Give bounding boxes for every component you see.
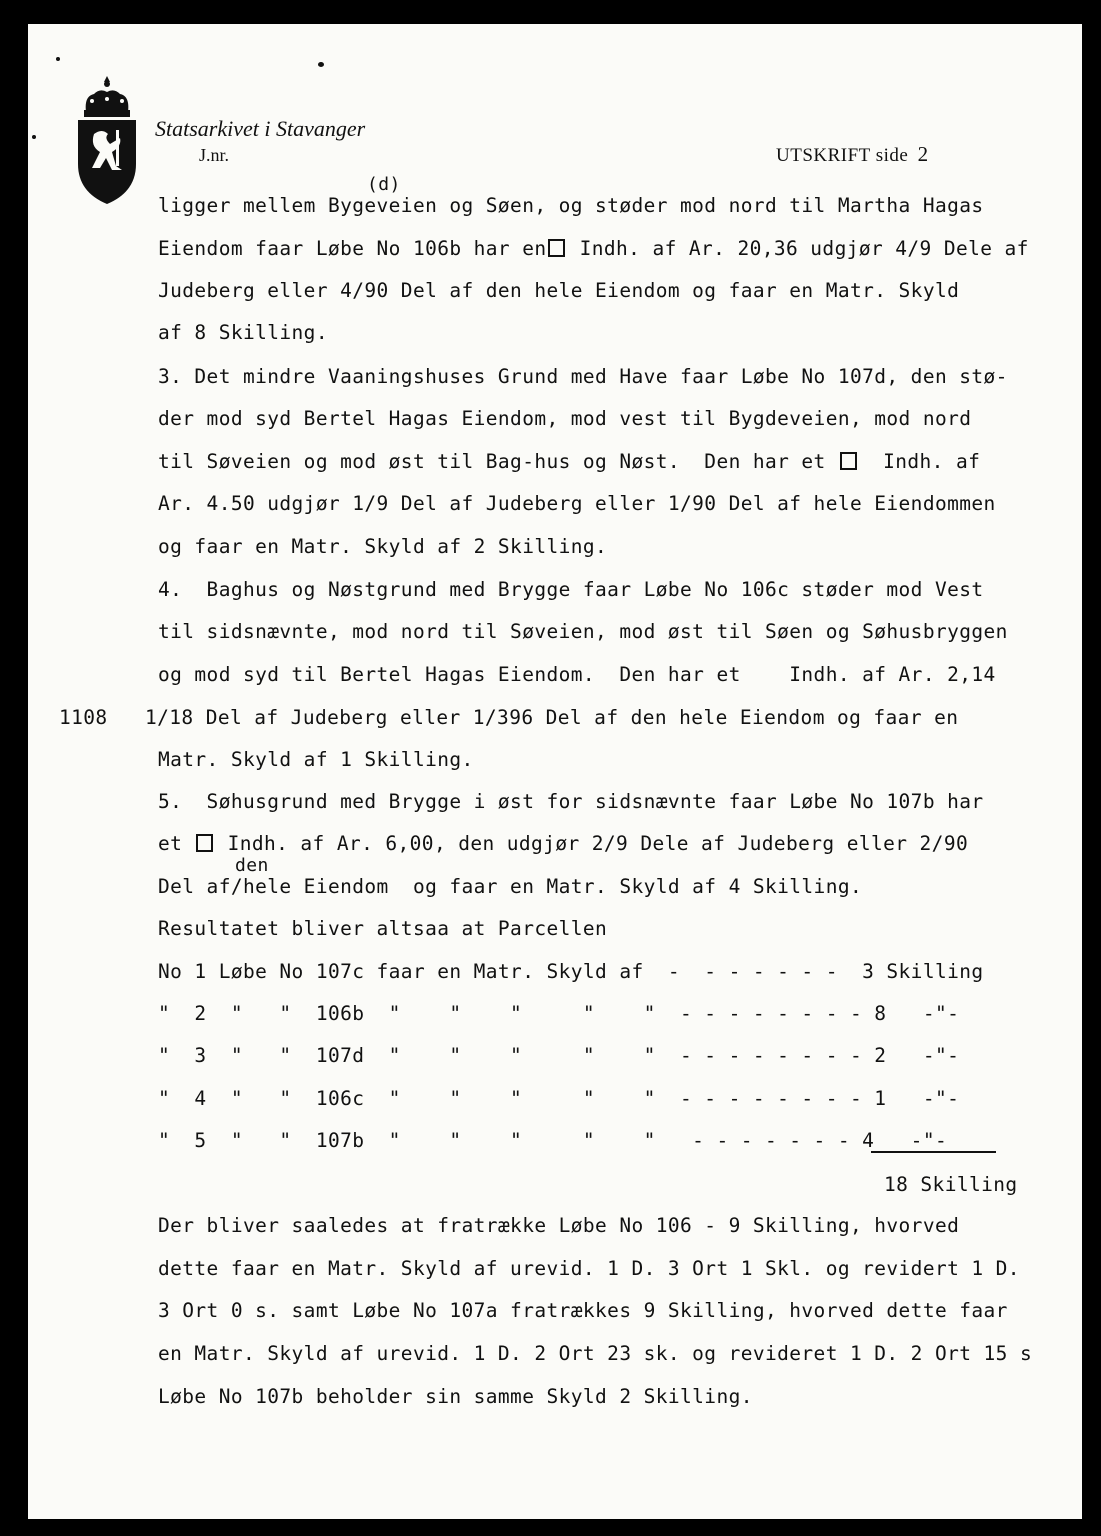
text-line: Matr. Skyld af 1 Skilling. [158,748,474,771]
text-line: 5. Søhusgrund med Brygge i øst for sidsnævnte faar Løbe No 107b har [158,790,984,813]
sum-total: 18 Skilling [884,1173,1018,1196]
coat-of-arms-icon [72,74,142,206]
text-line [158,237,1029,260]
text-line: Ar. 4.50 udgjør 1/9 Del af Judeberg eller 1/90 Del af hele Eiendommen [158,492,996,515]
speck [318,62,324,67]
text-line: Der bliver saaledes at fratrække Løbe No 106 - 9 Skilling, hvorved [158,1214,960,1237]
text-line: 4. Baghus og Nøstgrund med Brygge faar Løbe No 106c støder mod Vest [158,578,984,601]
text-segment: Indh. af Ar. 20,36 udgjør 4/9 Dele af [579,237,1029,260]
table-row: " 5 " " 107b " " " " " - - - - - - - 4 -"- [158,1129,948,1152]
table-row: " 3 " " 107d " " " " " - - - - - - - - 2 -"- [158,1044,960,1067]
speck [32,135,36,139]
speck [56,57,60,61]
text-line: af 8 Skilling. [158,321,328,344]
text-line: dette faar en Matr. Skyld af urevid. 1 D. 3 Ort 1 Skl. og revidert 1 D. [158,1257,1020,1280]
insertion-den: den [235,855,269,876]
text-line: ligger mellem Bygeveien og Søen, og støder mod nord til Martha Hagas [158,194,984,217]
margin-note: 1108 [59,706,108,729]
text-line: til sidsnævnte, mod nord til Søveien, mod øst til Søen og Søhusbryggen [158,620,1008,643]
text-line: en Matr. Skyld af urevid. 1 D. 2 Ort 23 sk. og revideret 1 D. 2 Ort 15 s [158,1342,1033,1365]
text-segment: til Søveien og mod øst til Bag-hus og Nøst. Den har et [158,450,826,473]
archive-name: Statsarkivet i Stavanger [155,116,366,141]
text-line: der mod syd Bertel Hagas Eiendom, mod vest til Bygdeveien, mod nord [158,407,972,430]
text-line: 1/18 Del af Judeberg eller 1/396 Del af den hele Eiendom og faar en [145,706,959,729]
utskrift-label: UTSKRIFT side [776,145,909,166]
table-row: No 1 Løbe No 107c faar en Matr. Skyld af - - - - - - - 3 Skilling [158,960,984,983]
text-line: Judeberg eller 4/90 Del af den hele Eiendom og faar en Matr. Skyld [158,279,960,302]
text-segment: Indh. af Ar. 6,00, den udgjør 2/9 Dele af Judeberg eller 2/90 [227,832,969,855]
text-line: og faar en Matr. Skyld af 2 Skilling. [158,535,608,558]
page-number: 2 [917,142,929,166]
text-line: og mod syd til Bertel Hagas Eiendom. Den har et Indh. af Ar. 2,14 [158,663,996,686]
text-line: Løbe No 107b beholder sin samme Skyld 2 Skilling. [158,1385,753,1408]
text-line: 3 Ort 0 s. samt Løbe No 107a fratrækkes 9 Skilling, hvorved dette faar [158,1299,1008,1322]
text-line [158,450,980,473]
text-segment: et [158,832,183,855]
journal-number-label: J.nr. [199,145,230,165]
insertion-d: (d) [367,174,401,195]
text-segment: Eiendom faar Løbe No 106b har en [158,237,547,260]
text-line: Resultatet bliver altsaa at Parcellen [158,917,608,940]
page-header [776,142,929,167]
sum-rule [871,1151,996,1153]
square-measure-icon [548,239,565,257]
square-measure-icon [196,834,213,852]
text-line [158,832,968,855]
document-page [28,24,1082,1519]
table-row: " 4 " " 106c " " " " " - - - - - - - - 1 -"- [158,1087,960,1110]
square-measure-icon [840,452,857,470]
text-line: 3. Det mindre Vaaningshuses Grund med Have faar Løbe No 107d, den stø- [158,365,1008,388]
text-line: Del af/hele Eiendom og faar en Matr. Skyld af 4 Skilling. [158,875,863,898]
text-segment: Indh. af [883,450,981,473]
table-row: " 2 " " 106b " " " " " - - - - - - - - 8 -"- [158,1002,960,1025]
